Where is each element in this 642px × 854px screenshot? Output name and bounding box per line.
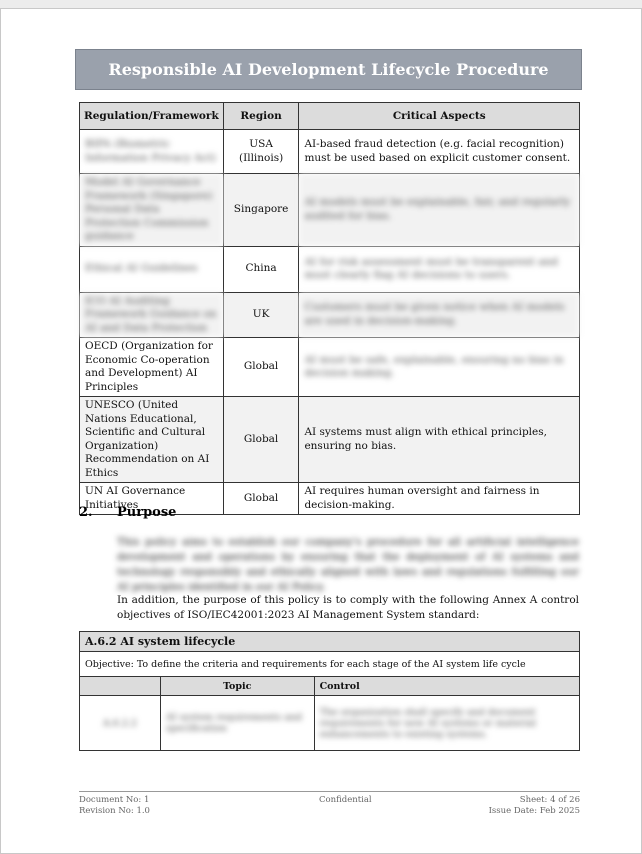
regulation-region: Global — [223, 397, 299, 483]
regulation-aspects: AI-based fraud detection (e.g. facial recognition) must be used based on explicit customer consent. — [299, 130, 580, 174]
regulation-framework: UN AI Governance Initiatives — [80, 483, 224, 515]
page-footer — [79, 791, 580, 816]
header-region: Region — [223, 103, 299, 130]
annex-control-table — [79, 631, 580, 751]
regulation-framework: Ethical AI Guidelines — [80, 246, 224, 292]
annex-col-topic: Topic — [160, 677, 314, 696]
annex-heading: A.6.2 AI system lifecycle — [80, 632, 580, 652]
regulation-row — [80, 338, 580, 397]
footer-sheet: Sheet: 4 of 26 — [519, 795, 580, 805]
annex-row-control: The organization shall specify and document requirements for new AI systems or material enhancements to existing systems. — [314, 696, 579, 751]
document-page — [0, 8, 642, 854]
regulation-aspects: AI for risk assessment must be transparent and must clearly flag AI decisions to users. — [299, 246, 580, 292]
regulation-aspects: AI requires human oversight and fairness in decision-making. — [299, 483, 580, 515]
footer-rev-no: Revision No: 1.0 — [79, 806, 150, 816]
footer-issue-date: Issue Date: Feb 2025 — [488, 806, 580, 816]
annex-objective: Objective: To define the criteria and requirements for each stage of the AI system life cycle — [80, 652, 580, 677]
purpose-paragraph-redacted: This policy aims to establish our company's procedure for all artificial intelligence development and operations by ensuring that the deployment of AI systems and technology responsibly and ethically aligned with laws and regulations fulfilling our AI principles identified in our AI Policy. — [117, 536, 579, 593]
regulation-row — [80, 246, 580, 292]
regulation-aspects: AI systems must align with ethical principles, ensuring no bias. — [299, 397, 580, 483]
annex-col-control: Control — [314, 677, 579, 696]
regulation-row — [80, 292, 580, 338]
annex-row-topic: AI system requirements and specification — [160, 696, 314, 751]
section-number: 2. — [79, 505, 93, 520]
document-title: Responsible AI Development Lifecycle Procedure — [75, 49, 582, 90]
regulation-row — [80, 397, 580, 483]
header-aspects: Critical Aspects — [299, 103, 580, 130]
regulation-row — [80, 130, 580, 174]
regulation-region: Global — [223, 338, 299, 397]
regulation-region: Singapore — [223, 174, 299, 247]
regulation-row — [80, 174, 580, 247]
regulations-table — [79, 102, 580, 515]
annex-col-blank — [80, 677, 161, 696]
regulation-framework: OECD (Organization for Economic Co-operation and Development) AI Principles — [80, 338, 224, 397]
annex-row-ref: A.6.2.2 — [80, 696, 161, 751]
section-heading — [79, 505, 176, 520]
regulation-aspects: Customers must be given notice when AI models are used in decision-making. — [299, 292, 580, 338]
regulation-framework: BIPA (Biometric Information Privacy Act) — [80, 130, 224, 174]
regulation-framework: ICO AI Auditing Framework Guidance on AI and Data Protection — [80, 292, 224, 338]
regulation-region: UK — [223, 292, 299, 338]
regulation-region: China — [223, 246, 299, 292]
regulation-aspects: AI models must be explainable, fair, and regularly audited for bias. — [299, 174, 580, 247]
regulation-aspects: AI must be safe, explainable, ensuring no bias in decision making. — [299, 338, 580, 397]
regulation-framework: UNESCO (United Nations Educational, Scientific and Cultural Organization) Recommendation on AI Ethics — [80, 397, 224, 483]
purpose-paragraph: In addition, the purpose of this policy is to comply with the following Annex A control objectives of ISO/IEC42001:2023 AI Management System standard: — [117, 594, 579, 621]
regulation-framework: Model AI Governance Framework (Singapore) Personal Data Protection Commission guidance — [80, 174, 224, 247]
header-framework: Regulation/Framework — [80, 103, 224, 130]
footer-doc-no: Document No: 1 — [79, 795, 150, 805]
footer-confidential: Confidential — [319, 795, 372, 805]
section-title: Purpose — [117, 505, 177, 520]
regulation-region: USA (Illinois) — [223, 130, 299, 174]
regulation-region: Global — [223, 483, 299, 515]
